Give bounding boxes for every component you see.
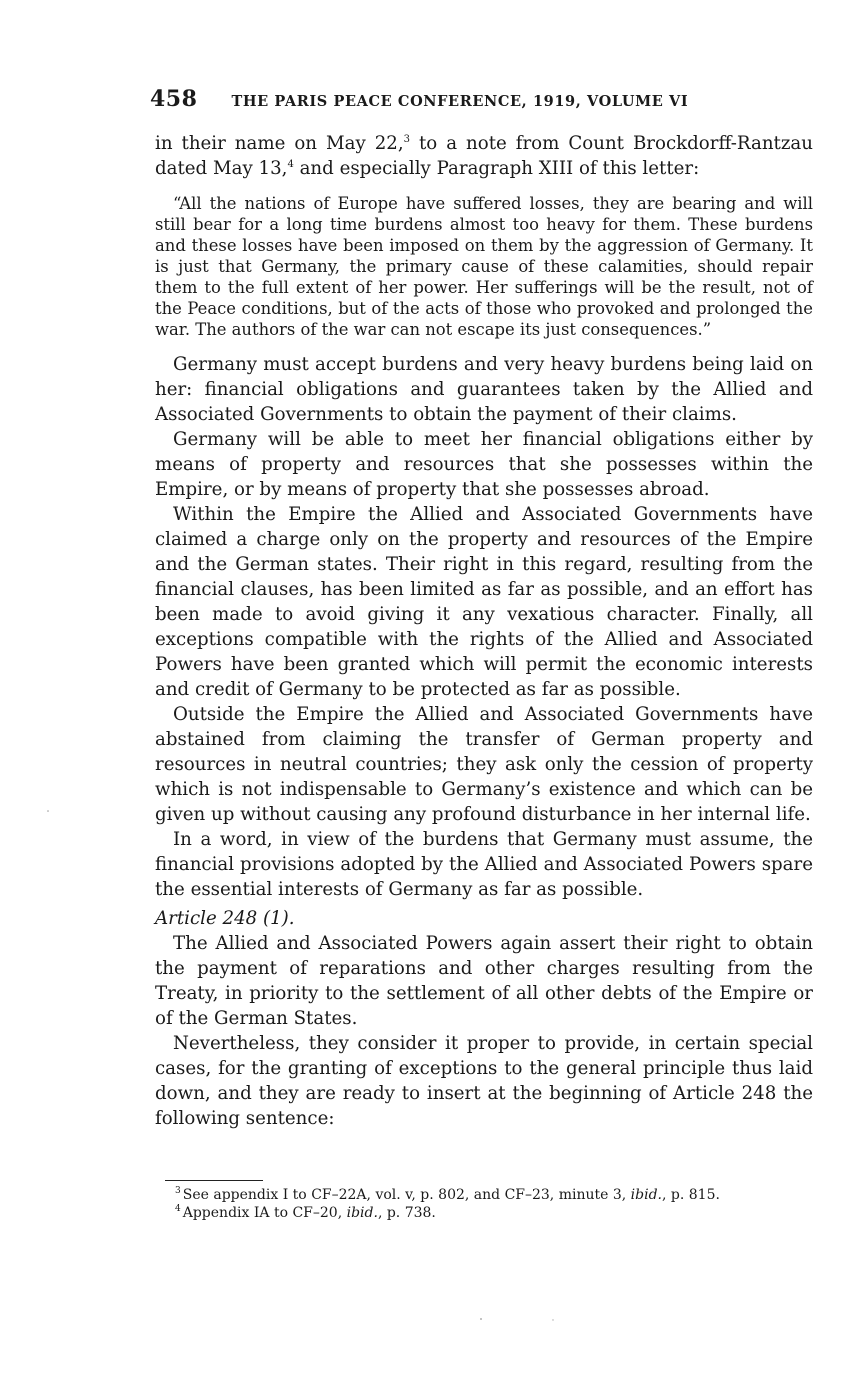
footnote-mark: 3 [175, 1186, 181, 1197]
text-run: to a note from Count Brockdorff-Rantzau dated May 13, [155, 133, 813, 179]
paragraph: Germany will be able to meet her financial obligations either by means of property and resources that she possesses within the Empire, or by means of property that she possesses abroad. [155, 429, 813, 500]
paragraph: Germany must accept burdens and very heavy burdens being laid on her: financial obligations and guarantees taken by the Allied and Associated Governments to obtain the payment of their claims. [155, 354, 813, 425]
footnote-text: , p. 815. [662, 1187, 720, 1203]
footnote-ref-4: 4 [287, 158, 294, 170]
paragraph: In a word, in view of the burdens that Germany must assume, the financial provisions adopted by the Allied and Associated Powers spare the essential interests of Germany as far as possible. [155, 829, 813, 900]
speck [480, 1318, 482, 1320]
speck [552, 1319, 553, 1320]
page-number: 458 [150, 86, 198, 112]
text-run: in their name on May 22, [155, 133, 404, 154]
article-heading: Article 248 (1). [155, 908, 295, 929]
footnote-ref-3: 3 [403, 133, 410, 145]
paragraph: Within the Empire the Allied and Associated Governments have claimed a charge only on the property and resources of the Empire and the German states. Their right in this regard, resulting from the financial clauses, has been limited as far as possible, and an effort has been made to avoid giving it any vexatious character. Finally, all exceptions compatible with the rights of the Allied and Associated Powers have been granted which will permit the economic interests and credit of Germany to be protected as far as possible. [155, 504, 813, 700]
paragraph: Outside the Empire the Allied and Associated Governments have abstained from claiming the transfer of German property and resources in neutral countries; they ask only the cession of property which is not indispensable to Germany’s existence and which can be given up without causing any profound disturbance in her internal life. [155, 704, 813, 825]
paragraph: The Allied and Associated Powers again assert their right to obtain the payment of reparations and other charges resulting from the Treaty, in priority to the settlement of all other debts of the Empire or of the German States. [155, 933, 813, 1029]
footnote-text: Appendix IA to CF–20, [182, 1205, 347, 1221]
paragraph: Nevertheless, they consider it proper to provide, in certain special cases, for the granting of exceptions to the general principle thus laid down, and they are ready to insert at the beginning of Article 248 the following sentence: [155, 1033, 813, 1129]
text-run: and especially Paragraph XIII of this letter: [293, 158, 700, 179]
block-quote: “All the nations of Europe have suffered losses, they are bearing and will still bear for a long time burdens almost too heavy for them. These burdens and these losses have been imposed on them by the aggression of Germany. It is just that Germany, the primary cause of these calamities, should repair them to the full extent of her power. Her sufferings will be the result, not of the Peace conditions, but of the acts of those who provoked and prolonged the war. The authors of the war can not escape its just consequences.” [155, 194, 813, 339]
footnote-italic: ibid. [346, 1205, 378, 1221]
running-head: THE PARIS PEACE CONFERENCE, 1919, VOLUME VI [231, 93, 689, 110]
footnote-text: , p. 738. [377, 1205, 436, 1221]
footnote-mark: 4 [175, 1204, 181, 1215]
speck [47, 810, 49, 812]
footnote-text: See appendix I to CF–22A, vol. v, p. 802, and CF–23, minute 3, [182, 1187, 631, 1203]
footnote-italic: ibid. [630, 1187, 663, 1203]
